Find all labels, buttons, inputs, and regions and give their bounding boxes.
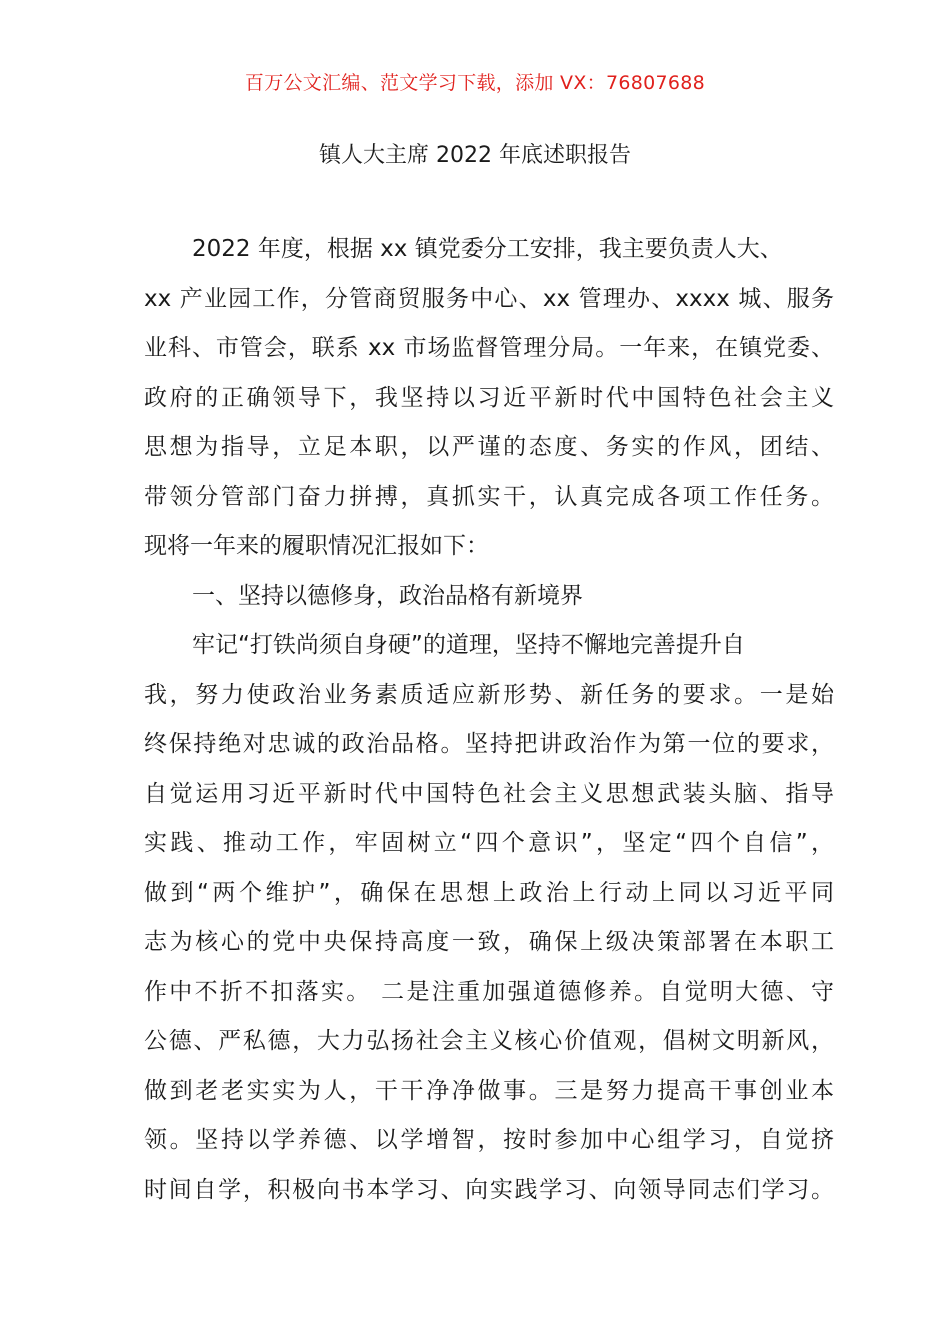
paragraph-line: 作中不折不扣落实。 二是注重加强道德修养。自觉明大德、守: [144, 978, 834, 1005]
document-title: 镇人大主席 2022 年底述职报告: [319, 143, 631, 168]
paragraph-line: 现将一年来的履职情况汇报如下：: [144, 533, 489, 559]
document-body: [144, 225, 834, 1215]
watermark-header: 百万公文汇编、范文学习下载，添加 VX：76807688: [244, 72, 706, 94]
paragraph-line: 政府的正确领导下，我坚持以习近平新时代中国特色社会主义: [144, 384, 834, 411]
section-heading: 一、坚持以德修身，政治品格有新境界: [192, 582, 583, 609]
paragraph-line: 时间自学，积极向书本学习、向实践学习、向领导同志们学习。: [144, 1176, 834, 1203]
paragraph-line: 终保持绝对忠诚的政治品格。坚持把讲政治作为第一位的要求，: [144, 731, 834, 757]
paragraph-line: 做到老老实实为人，干干净净做事。三是努力提高干事创业本: [144, 1077, 834, 1104]
paragraph-line: 思想为指导，立足本职，以严谨的态度、务实的作风，团结、: [144, 434, 834, 460]
paragraph-line: 我，努力使政治业务素质适应新形势、新任务的要求。一是始: [144, 681, 834, 708]
paragraph-line: xx 产业园工作，分管商贸服务中心、xx 管理办、xxxx 城、服务: [144, 285, 834, 312]
paragraph-line: 业科、市管会，联系 xx 市场监督管理分局。一年来，在镇党委、: [144, 335, 834, 361]
paragraph-line: 实践、推动工作，牢固树立“四个意识”，坚定“四个自信”，: [144, 830, 834, 856]
paragraph-line: 公德、严私德，大力弘扬社会主义核心价值观，倡树文明新风，: [144, 1028, 834, 1054]
paragraph-line: 自觉运用习近平新时代中国特色社会主义思想武装头脑、指导: [144, 780, 834, 807]
paragraph-line: 牢记“打铁尚须自身硬”的道理，坚持不懈地完善提升自: [192, 632, 745, 658]
paragraph-line: 领。坚持以学养德、以学增智，按时参加中心组学习，自觉挤: [144, 1127, 834, 1153]
paragraph-line: 2022 年度，根据 xx 镇党委分工安排，我主要负责人大、: [192, 236, 783, 262]
paragraph-line: 做到“两个维护”，确保在思想上政治上行动上同以习近平同: [144, 879, 834, 906]
paragraph-line: 带领分管部门奋力拼搏，真抓实干，认真完成各项工作任务。: [144, 483, 834, 510]
paragraph-line: 志为核心的党中央保持高度一致，确保上级决策部署在本职工: [144, 929, 834, 955]
